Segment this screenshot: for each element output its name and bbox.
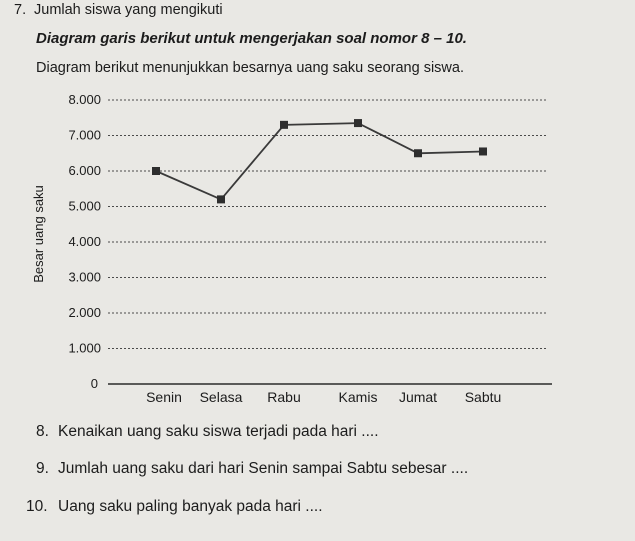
question-10 (26, 498, 323, 516)
y-tick-label: 8.000 (68, 92, 101, 107)
question-number: 9. (36, 460, 49, 477)
y-tick-label: 5.000 (68, 198, 101, 214)
question-text: Uang saku paling banyak pada hari .... (58, 498, 323, 515)
question-number: 10. (26, 498, 48, 515)
y-tick-label: 2.000 (68, 305, 101, 320)
series-line (156, 123, 483, 199)
y-tick-label: 7.000 (68, 127, 101, 143)
data-point (152, 167, 160, 175)
data-point (217, 195, 225, 203)
data-point (414, 149, 422, 157)
data-point (280, 121, 288, 129)
x-tick-label: Senin (146, 389, 182, 405)
question-9 (36, 460, 468, 478)
data-point (479, 147, 487, 155)
y-tick-label: 4.000 (68, 234, 101, 249)
x-tick-label: Jumat (398, 389, 438, 405)
y-tick-label: 1.000 (68, 340, 101, 356)
data-point (354, 119, 362, 127)
x-tick-label: Kamis (338, 389, 378, 405)
question-number: 8. (36, 423, 49, 440)
question-number: 7. (14, 2, 27, 18)
x-tick-label: Selasa (199, 389, 243, 405)
x-tick-label: Rabu (267, 389, 301, 405)
y-tick-label: 0 (90, 376, 98, 391)
x-tick-label: Sabtu (464, 389, 502, 405)
chart-intro: Diagram berikut menunjukkan besarnya uang saku seorang siswa. (36, 60, 464, 76)
section-heading: Diagram garis berikut untuk mengerjakan soal nomor 8 – 10. (36, 30, 467, 47)
question-7 (14, 2, 223, 18)
question-text: Jumlah uang saku dari hari Senin sampai Sabtu sebesar .... (58, 460, 469, 477)
question-8 (36, 423, 379, 441)
question-text: Jumlah siswa yang mengikuti (34, 2, 223, 18)
line-chart (0, 72, 635, 417)
y-axis-label: Besar uang saku (31, 185, 46, 283)
y-tick-label: 6.000 (68, 163, 101, 178)
question-text: Kenaikan uang saku siswa terjadi pada hari .... (58, 423, 379, 440)
y-tick-label: 3.000 (68, 269, 101, 285)
